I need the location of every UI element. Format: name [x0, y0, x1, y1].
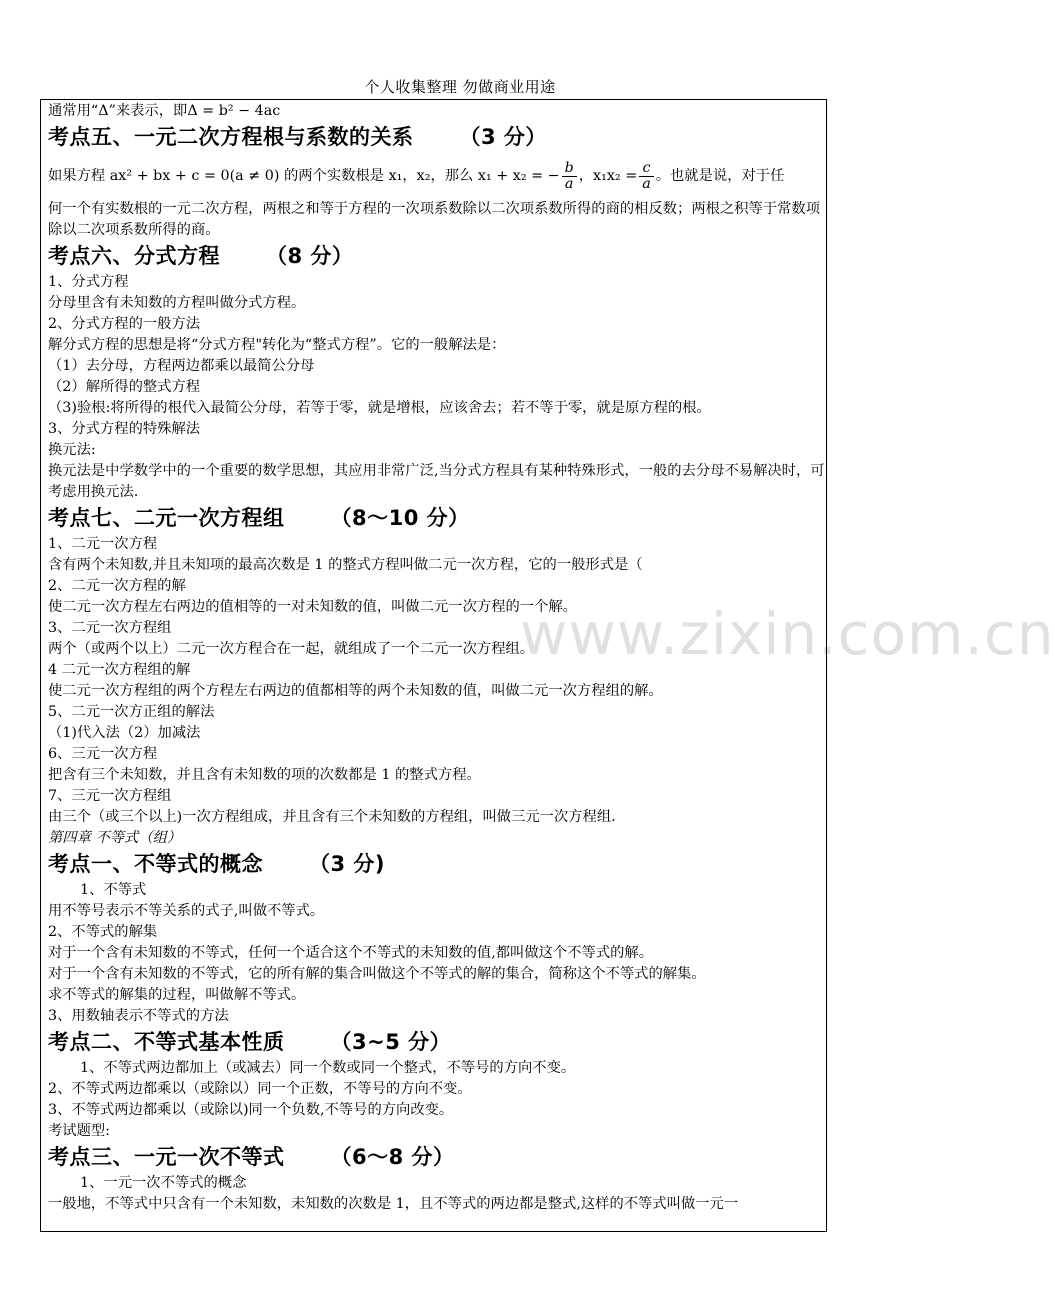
- heading-title: 考点三、一元一次不等式: [48, 1145, 285, 1169]
- text-line: 求不等式的解集的过程，叫做解不等式。: [48, 987, 306, 1003]
- text-line: 2、二元一次方程的解: [48, 578, 186, 594]
- formula-text-post: 。也就是说，对于任: [655, 168, 785, 184]
- heading-title: 考点七、二元一次方程组: [48, 506, 285, 530]
- text-line: 两个（或两个以上）二元一次方程合在一起，就组成了一个二元一次方程组。: [48, 641, 535, 657]
- text-line: 1、不等式两边都加上（或减去）同一个数或同一个整式，不等号的方向不变。: [80, 1060, 576, 1076]
- text-line: 3、分式方程的特殊解法: [48, 421, 201, 437]
- fraction-denominator: a: [642, 175, 651, 192]
- section-heading-7: [48, 503, 826, 534]
- text-line: 换元法:: [48, 442, 96, 458]
- heading-score: （3 分）: [459, 125, 547, 149]
- document-body: [48, 101, 826, 1215]
- text-line: 2、不等式两边都乘以（或除以）同一个正数，不等号的方向不变。: [48, 1081, 472, 1097]
- text-line: 3、用数轴表示不等式的方法: [48, 1008, 229, 1024]
- vieta-formula-line: [48, 153, 826, 199]
- text-line: 5、二元一次方正组的解法: [48, 704, 215, 720]
- paragraph: 换元法是中学数学中的一个重要的数学思想，其应用非常广泛,当分式方程具有某种特殊形式，一般的去分母不易解决时，可考虑用换元法.: [48, 463, 825, 500]
- text-line: 用不等号表示不等关系的式子,叫做不等式。: [48, 903, 325, 919]
- page-header: 个人收集整理 勿做商业用途: [364, 78, 556, 96]
- chapter-title: 第四章 不等式（组）: [48, 830, 182, 846]
- text-line: 7、三元一次方程组: [48, 788, 172, 804]
- heading-title: 考点五、一元二次方程根与系数的关系: [48, 125, 414, 149]
- text-line: 1、二元一次方程: [48, 536, 158, 552]
- text-line: 对于一个含有未知数的不等式，它的所有解的集合叫做这个不等式的解的集合，简称这个不等式的解集。: [48, 966, 706, 982]
- section-heading-ineq-1: [48, 849, 826, 880]
- text-line: 3、不等式两边都乘以（或除以)同一个负数,不等号的方向改变。: [48, 1102, 454, 1118]
- text-line: 考试题型:: [48, 1123, 111, 1139]
- section-heading-5: [48, 122, 826, 153]
- fraction-numerator: c: [639, 161, 654, 177]
- text-line: 含有两个未知数,并且未知项的最高次数是 1 的整式方程叫做二元一次方程，它的一般形式是（: [48, 557, 643, 573]
- heading-title: 考点二、不等式基本性质: [48, 1030, 285, 1054]
- formula-text-mid: ，x₁x₂ =: [578, 168, 638, 184]
- text-line: 3、二元一次方程组: [48, 620, 172, 636]
- fraction-numerator: b: [562, 161, 577, 177]
- text-line: 由三个（或三个以上)一次方程组成，并且含有三个未知数的方程组，叫做三元一次方程组.: [48, 809, 616, 825]
- fraction-denominator: a: [564, 175, 574, 192]
- text-line: 2、分式方程的一般方法: [48, 316, 201, 332]
- heading-title: 考点六、分式方程: [48, 244, 220, 268]
- text-line: 分母里含有未知数的方程叫做分式方程。: [48, 295, 306, 311]
- section-heading-ineq-3: [48, 1142, 826, 1173]
- text-line: （1）去分母，方程两边都乘以最简公分母: [48, 358, 315, 374]
- heading-score: （3 分): [309, 852, 386, 876]
- text-line: （1)代入法（2）加减法: [48, 725, 201, 741]
- heading-score: （8 分）: [266, 244, 354, 268]
- text-line: 1、分式方程: [48, 274, 129, 290]
- text-line: 4 二元一次方程组的解: [48, 662, 191, 678]
- heading-score: （6～8 分）: [330, 1145, 455, 1169]
- section-heading-6: [48, 241, 826, 272]
- watermark: www.zixin.com.cn: [520, 600, 1055, 668]
- text-line: （2）解所得的整式方程: [48, 379, 201, 395]
- fraction-b-over-a: [562, 161, 577, 192]
- paragraph: 何一个有实数根的一元二次方程，两根之和等于方程的一次项系数除以二次项系数所得的商的相反数；两根之积等于常数项除以二次项系数所得的商。: [48, 201, 821, 238]
- fraction-c-over-a: [639, 161, 654, 192]
- text-line: 对于一个含有未知数的不等式，任何一个适合这个不等式的未知数的值,都叫做这个不等式的解。: [48, 945, 654, 961]
- text-line: 1、一元一次不等式的概念: [80, 1175, 247, 1191]
- heading-title: 考点一、不等式的概念: [48, 852, 263, 876]
- formula-text-pre: 如果方程 ax² + bx + c = 0(a ≠ 0) 的两个实数根是 x₁，x₂，那么 x₁ + x₂ = −: [48, 168, 560, 184]
- text-line: 2、不等式的解集: [48, 924, 158, 940]
- text-line: 1、不等式: [80, 882, 147, 898]
- heading-score: （8～10 分）: [330, 506, 470, 530]
- text-line: 使二元一次方程左右两边的值相等的一对未知数的值，叫做二元一次方程的一个解。: [48, 599, 577, 615]
- section-heading-ineq-2: [48, 1027, 826, 1058]
- text-line: 把含有三个未知数，并且含有未知数的项的次数都是 1 的整式方程。: [48, 767, 481, 783]
- heading-score: （3~5 分）: [330, 1030, 452, 1054]
- text-line: 6、三元一次方程: [48, 746, 158, 762]
- text-line: 一般地，不等式中只含有一个未知数，未知数的次数是 1，且不等式的两边都是整式,这样的不等式叫做一元一: [48, 1196, 739, 1212]
- text-line: （3)验根:将所得的根代入最简公分母，若等于零，就是增根，应该舍去；若不等于零，就是原方程的根。: [48, 400, 711, 416]
- delta-notation-line: 通常用“Δ”来表示，即Δ = b² − 4ac: [48, 103, 281, 119]
- text-line: 解分式方程的思想是将“分式方程"转化为“整式方程”。它的一般解法是：: [48, 337, 506, 353]
- text-line: 使二元一次方程组的两个方程左右两边的值都相等的两个未知数的值，叫做二元一次方程组的解。: [48, 683, 663, 699]
